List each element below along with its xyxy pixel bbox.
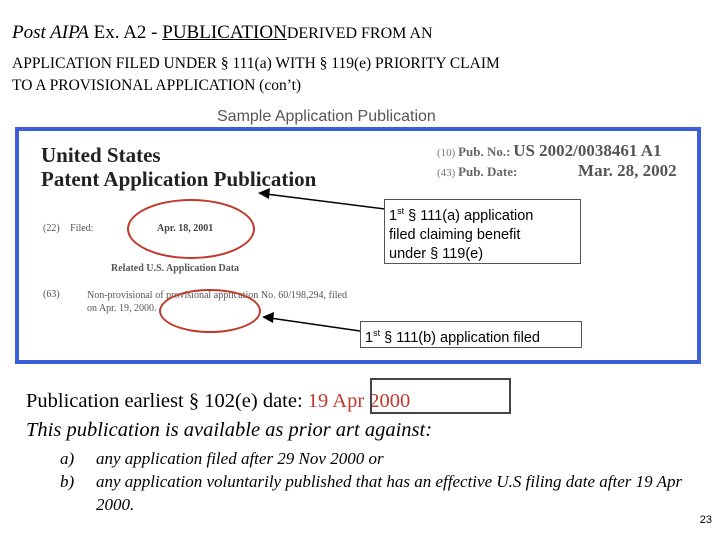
pub-date-label: Pub. Date:: [458, 164, 518, 179]
earliest-date: 19 Apr 2000: [307, 390, 411, 412]
callout-111b: [360, 321, 582, 348]
page-number: 23: [699, 514, 712, 526]
title-example: Ex. A2 -: [93, 22, 163, 43]
earliest-date-box: [370, 378, 511, 414]
callout2-text: § 111(b) application filed: [380, 329, 540, 346]
list-marker: b): [60, 472, 75, 491]
callout1-line1: § 111(a) application: [404, 207, 534, 224]
arrow-head-provisional: [262, 312, 274, 323]
earliest-date-line: [26, 390, 410, 413]
arrow-line-filed: [266, 194, 385, 209]
title-line3: TO A PROVISIONAL APPLICATION (con’t): [12, 77, 302, 94]
sample-caption: Sample Application Publication: [217, 108, 436, 125]
pub-no-value: US 2002/0038461 A1: [513, 141, 662, 160]
filed-code: (22): [43, 223, 60, 234]
arrow-head-filed: [258, 188, 270, 199]
arrow-line-provisional: [270, 318, 360, 331]
pub-date-value: Mar. 28, 2002: [578, 161, 677, 180]
prior-art-list: [60, 447, 708, 516]
list-marker: a): [60, 449, 75, 468]
related-text: Non-provisional of provisional application No. 60/198,294, filed on Apr. 19, 2000.: [87, 290, 347, 314]
callout1-num: 1: [389, 207, 398, 224]
callout1-sup: st: [397, 206, 405, 216]
pub-no-code: (10): [437, 147, 456, 159]
header-line2: Patent Application Publication: [41, 167, 317, 191]
related-heading: Related U.S. Application Data: [111, 263, 240, 274]
filed-label: Filed:: [70, 223, 94, 234]
available-line: This publication is available as prior art against:: [26, 419, 433, 441]
list-item: [60, 470, 708, 516]
title-line2: APPLICATION FILED UNDER § 111(a) WITH § 119(e) PRIORITY CLAIM: [12, 55, 500, 72]
earliest-label: Publication earliest § 102(e) date:: [26, 390, 308, 412]
related-code: (63): [43, 289, 60, 300]
list-text: any application voluntarily published that has an effective U.S filing date after 19 Apr 2000.: [96, 472, 683, 514]
callout2-sup: st: [373, 328, 381, 338]
title-prefix: Post AIPA: [12, 22, 89, 43]
filed-date: Apr. 18, 2001: [157, 223, 214, 234]
pub-no-label: Pub. No.:: [458, 144, 511, 159]
list-item: [60, 447, 708, 470]
header-line1: United States: [41, 143, 161, 167]
callout-111a: [384, 199, 581, 264]
title-underlined: PUBLICATION: [162, 22, 287, 43]
title-rest: DERIVED FROM AN: [286, 25, 433, 42]
pub-date-code: (43): [437, 167, 456, 179]
callout1-line2: filed claiming benefit: [389, 226, 521, 243]
callout1-line3: under § 119(e): [389, 245, 484, 262]
list-text: any application filed after 29 Nov 2000 or: [96, 449, 384, 468]
callout2-num: 1: [365, 329, 374, 346]
